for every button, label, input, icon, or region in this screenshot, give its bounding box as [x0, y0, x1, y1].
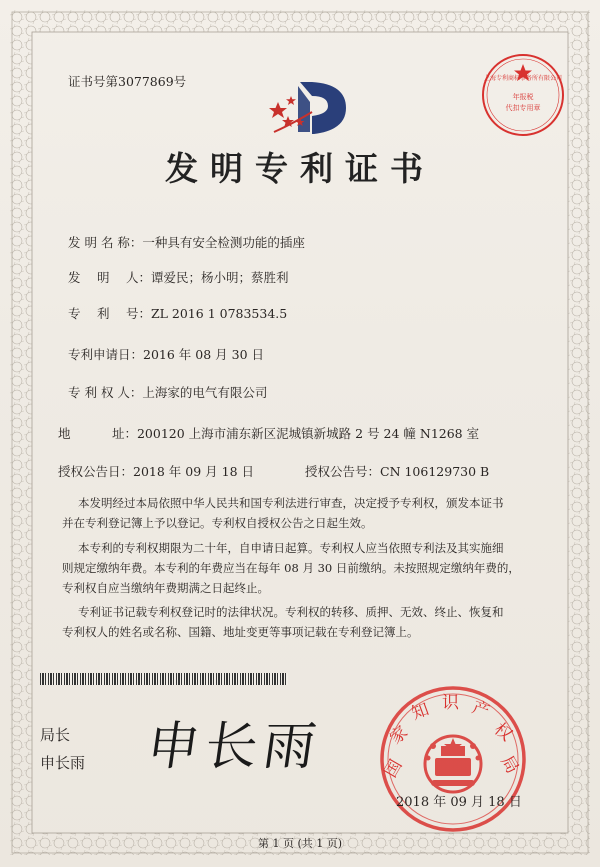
body-line-3: 本专利的专利权期限为二十年，自申请日起算。专利权人应当依照专利法及其实施细 [78, 541, 504, 555]
grant-date-field: 授权公告日：2018 年 09 月 18 日 [58, 464, 254, 479]
seal-char-ju: 局 [496, 752, 523, 778]
body-line-6: 专利证书记载专利权登记时的法律状况。专利权的转移、质押、无效、终止、恢复和 [78, 605, 504, 619]
seal-char-jia: 家 [386, 722, 413, 749]
patentee-field: 专 利 权 人：上海家的电气有限公司 [68, 385, 268, 400]
seal-char-guo: 国 [380, 756, 407, 782]
certificate-title: 发明专利证书 [165, 149, 435, 188]
agency-seal-top-text: 上海专利商标事务所有限公司 [483, 75, 562, 82]
inventors-field: 发 明 人：谭爱民；杨小明；蔡胜利 [68, 270, 289, 285]
cnipa-logo-icon [262, 72, 352, 140]
director-title: 局长 [40, 726, 71, 744]
barcode [40, 673, 288, 685]
body-line-1: 本发明经过本局依照中华人民共和国专利法进行审查，决定授予专利权，颁发本证书 [78, 496, 504, 510]
patent-number-field: 专 利 号：ZL 2016 1 0783534.5 [68, 306, 288, 321]
handwritten-signature: 申长雨 [143, 717, 326, 777]
body-line-7: 专利权人的姓名或名称、国籍、地址变更等事项记载在专利登记簿上。 [62, 625, 419, 639]
filing-date-field: 专利申请日：2016 年 08 月 30 日 [68, 347, 264, 362]
seal-char-quan: 权 [489, 719, 516, 746]
grant-number-field: 授权公告号：CN 106129730 B [305, 464, 490, 479]
body-line-4: 则规定缴纳年费。本专利的年费应当在每年 08 月 30 日前缴纳。未按照规定缴纳年费的， [62, 561, 520, 575]
seal-char-shi: 识 [442, 693, 459, 713]
issue-date: 2018 年 09 月 18 日 [396, 795, 522, 810]
invention-name-field: 发 明 名 称：一种具有安全检测功能的插座 [68, 235, 305, 250]
agency-seal-middle-text: 年报税 [512, 93, 534, 101]
body-line-2: 并在专利登记簿上予以登记。专利权自授权公告之日起生效。 [62, 516, 373, 530]
seal-char-chan: 产 [469, 697, 493, 723]
seal-char-zhi: 知 [408, 699, 432, 725]
director-name: 申长雨 [40, 754, 86, 772]
certificate-number: 证书号第3077869号 [68, 74, 187, 89]
body-line-5: 专利权自应当缴纳年费期满之日起终止。 [62, 581, 269, 595]
address-field: 地 址：200120 上海市浦东新区泥城镇新城路 2 号 24 幢 N1268 室 [58, 426, 480, 441]
page-footer: 第 1 页 (共 1 页) [257, 837, 343, 850]
agency-seal-bottom-text: 代扣专用章 [505, 104, 541, 112]
